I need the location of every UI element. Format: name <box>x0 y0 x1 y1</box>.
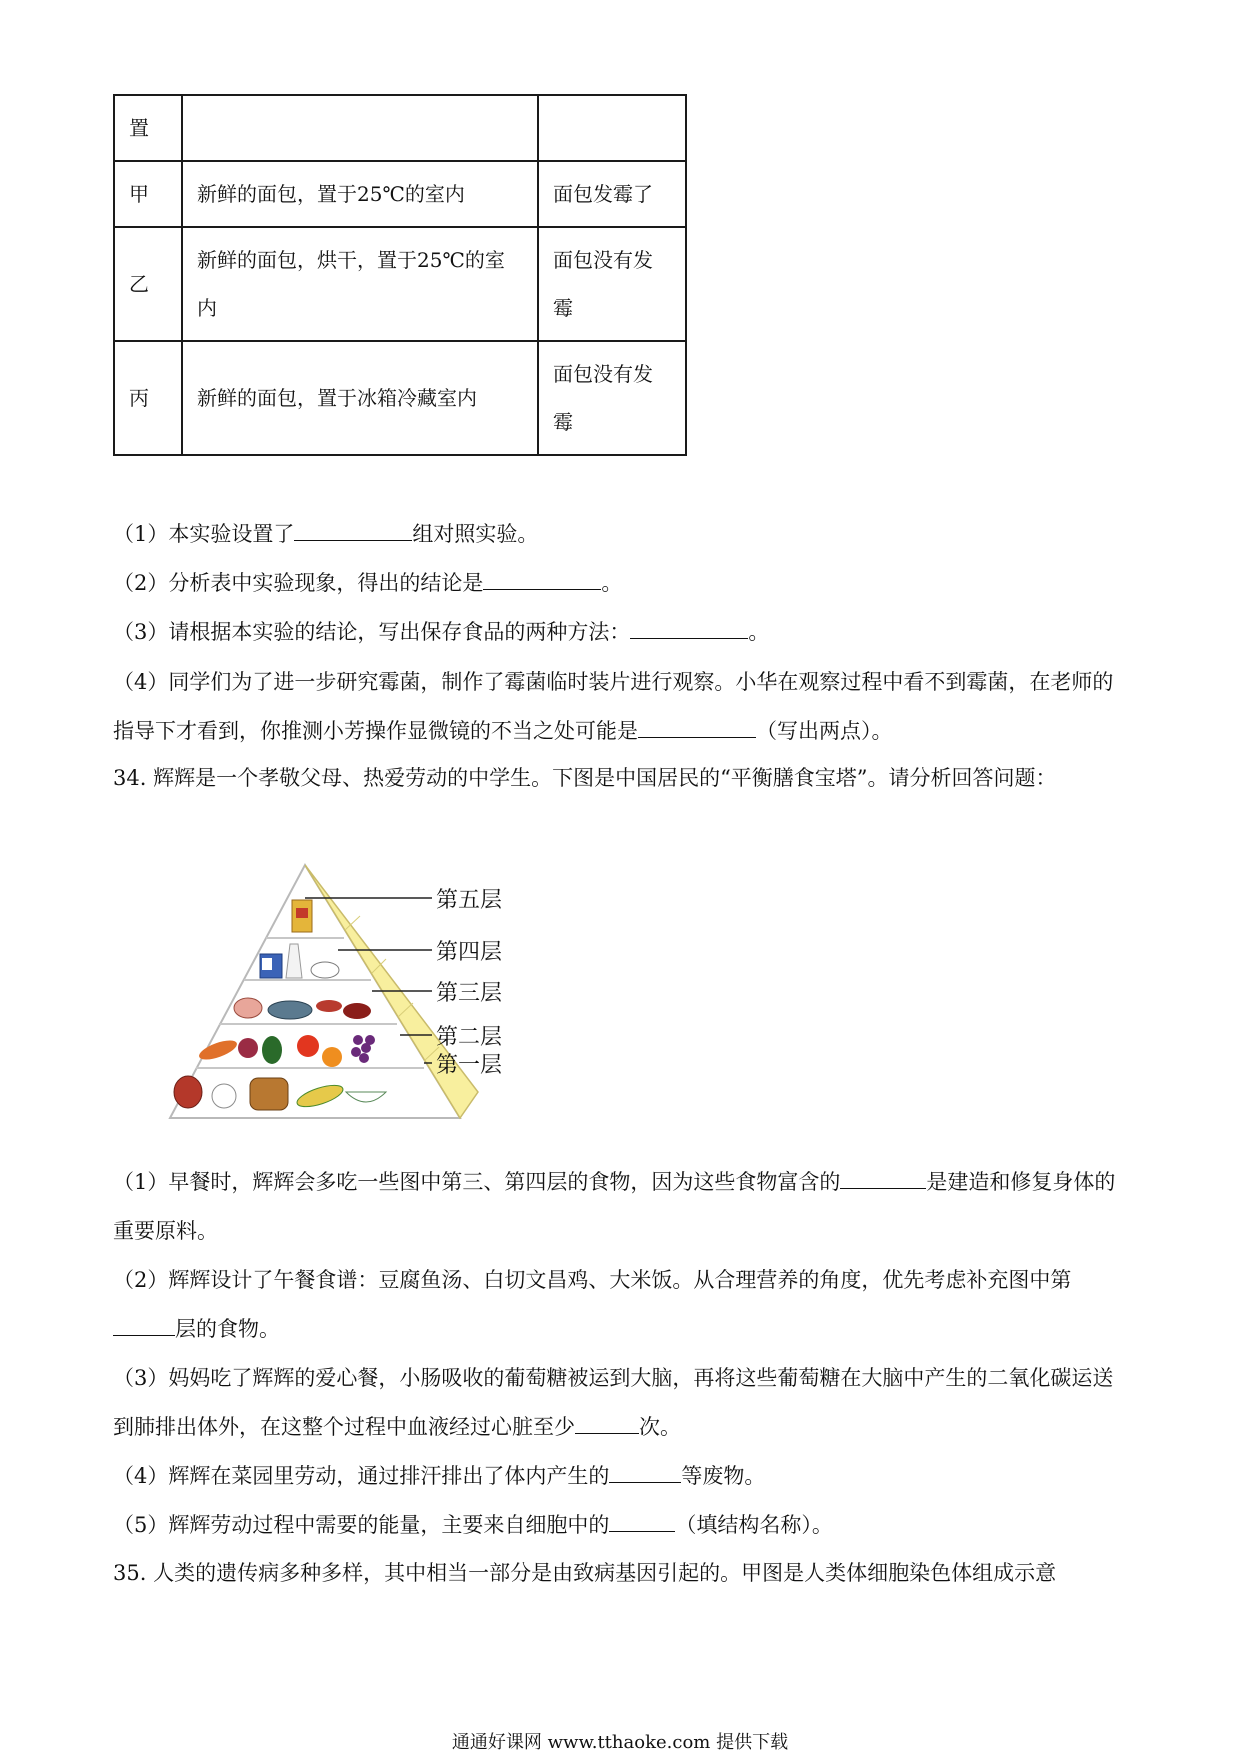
table-row <box>114 161 686 227</box>
group-cell: 甲 <box>114 161 182 227</box>
pyramid-label-2: 第二层 <box>436 1024 503 1049</box>
food-pyramid-figure <box>160 860 600 1130</box>
q33-item-3: （3）请根据本实验的结论，写出保存食品的两种方法： 。 <box>113 616 769 647</box>
q34-item-1: （1）早餐时，辉辉会多吃一些图中第三、第四层的食物，因为这些食物富含的 是建造和修复身体的重要原料。 <box>113 1158 1123 1256</box>
q34-item-2: （2）辉辉设计了午餐食谱：豆腐鱼汤、白切文昌鸡、大米饭。从合理营养的角度，优先考虑补充图中第层的食物。 <box>113 1268 1072 1341</box>
page-footer: 通通好课网 www.tthaoke.com 提供下载 <box>451 1732 789 1753</box>
q35-stem: 35. 人类的遗传病多种多样，其中相当一部分是由致病基因引起的。甲图是人类体细胞染色体组成示意 <box>113 1561 1057 1585</box>
q33-item-1: （1）本实验设置了 组对照实验。 <box>113 518 538 549</box>
answer-blank[interactable] <box>113 1313 175 1336</box>
pyramid-label-5: 第五层 <box>436 887 503 912</box>
group-cell: 乙 <box>114 227 182 341</box>
table-header-cell <box>538 95 686 161</box>
answer-blank[interactable] <box>483 567 601 590</box>
q34-stem: 34. 辉辉是一个孝敬父母、热爱劳动的中学生。下图是中国居民的“平衡膳食宝塔”。请分析回答问题： <box>113 766 1057 790</box>
condition-cell: 新鲜的面包，置于冰箱冷藏室内 <box>182 341 538 455</box>
condition-cell: 新鲜的面包，烘干，置于25℃的室内 <box>182 227 538 341</box>
result-cell: 面包没有发霉 <box>538 227 686 341</box>
table-row <box>114 227 686 341</box>
result-cell: 面包没有发霉 <box>538 341 686 455</box>
q33-item-4: （4）同学们为了进一步研究霉菌，制作了霉菌临时装片进行观察。小华在观察过程中看不到霉菌，在老师的指导下才看到，你推测小芳操作显微镜的不当之处可能是 （写出两点）。 <box>113 670 1114 743</box>
answer-blank[interactable] <box>638 715 756 738</box>
answer-blank[interactable] <box>630 616 748 639</box>
experiment-table <box>113 94 687 456</box>
pyramid-label-4: 第四层 <box>436 939 503 964</box>
answer-blank[interactable] <box>840 1166 926 1189</box>
pyramid-label-1: 第一层 <box>436 1052 503 1077</box>
answer-blank[interactable] <box>609 1509 675 1532</box>
result-cell: 面包发霉了 <box>538 161 686 227</box>
answer-blank[interactable] <box>575 1411 639 1434</box>
oil-icon <box>292 900 312 932</box>
table-header-cell <box>182 95 538 161</box>
pyramid-label-3: 第三层 <box>436 980 503 1005</box>
q34-item-4: （4）辉辉在菜园里劳动，通过排汗排出了体内产生的 等废物。 <box>113 1460 765 1491</box>
table-row <box>114 341 686 455</box>
answer-blank[interactable] <box>294 518 412 541</box>
q34-item-3: （3）妈妈吃了辉辉的爱心餐，小肠吸收的葡萄糖被运到大脑，再将这些葡萄糖在大脑中产生的二氧化碳运送到肺排出体外，在这整个过程中血液经过心脏至少 次。 <box>113 1366 1114 1439</box>
q33-item-2: （2）分析表中实验现象，得出的结论是 。 <box>113 567 622 598</box>
q34-item-5: （5）辉辉劳动过程中需要的能量，主要来自细胞中的 （填结构名称）。 <box>113 1509 833 1540</box>
group-cell: 丙 <box>114 341 182 455</box>
table-header-cell: 置 <box>114 95 182 161</box>
condition-cell: 新鲜的面包，置于25℃的室内 <box>182 161 538 227</box>
answer-blank[interactable] <box>609 1460 681 1483</box>
